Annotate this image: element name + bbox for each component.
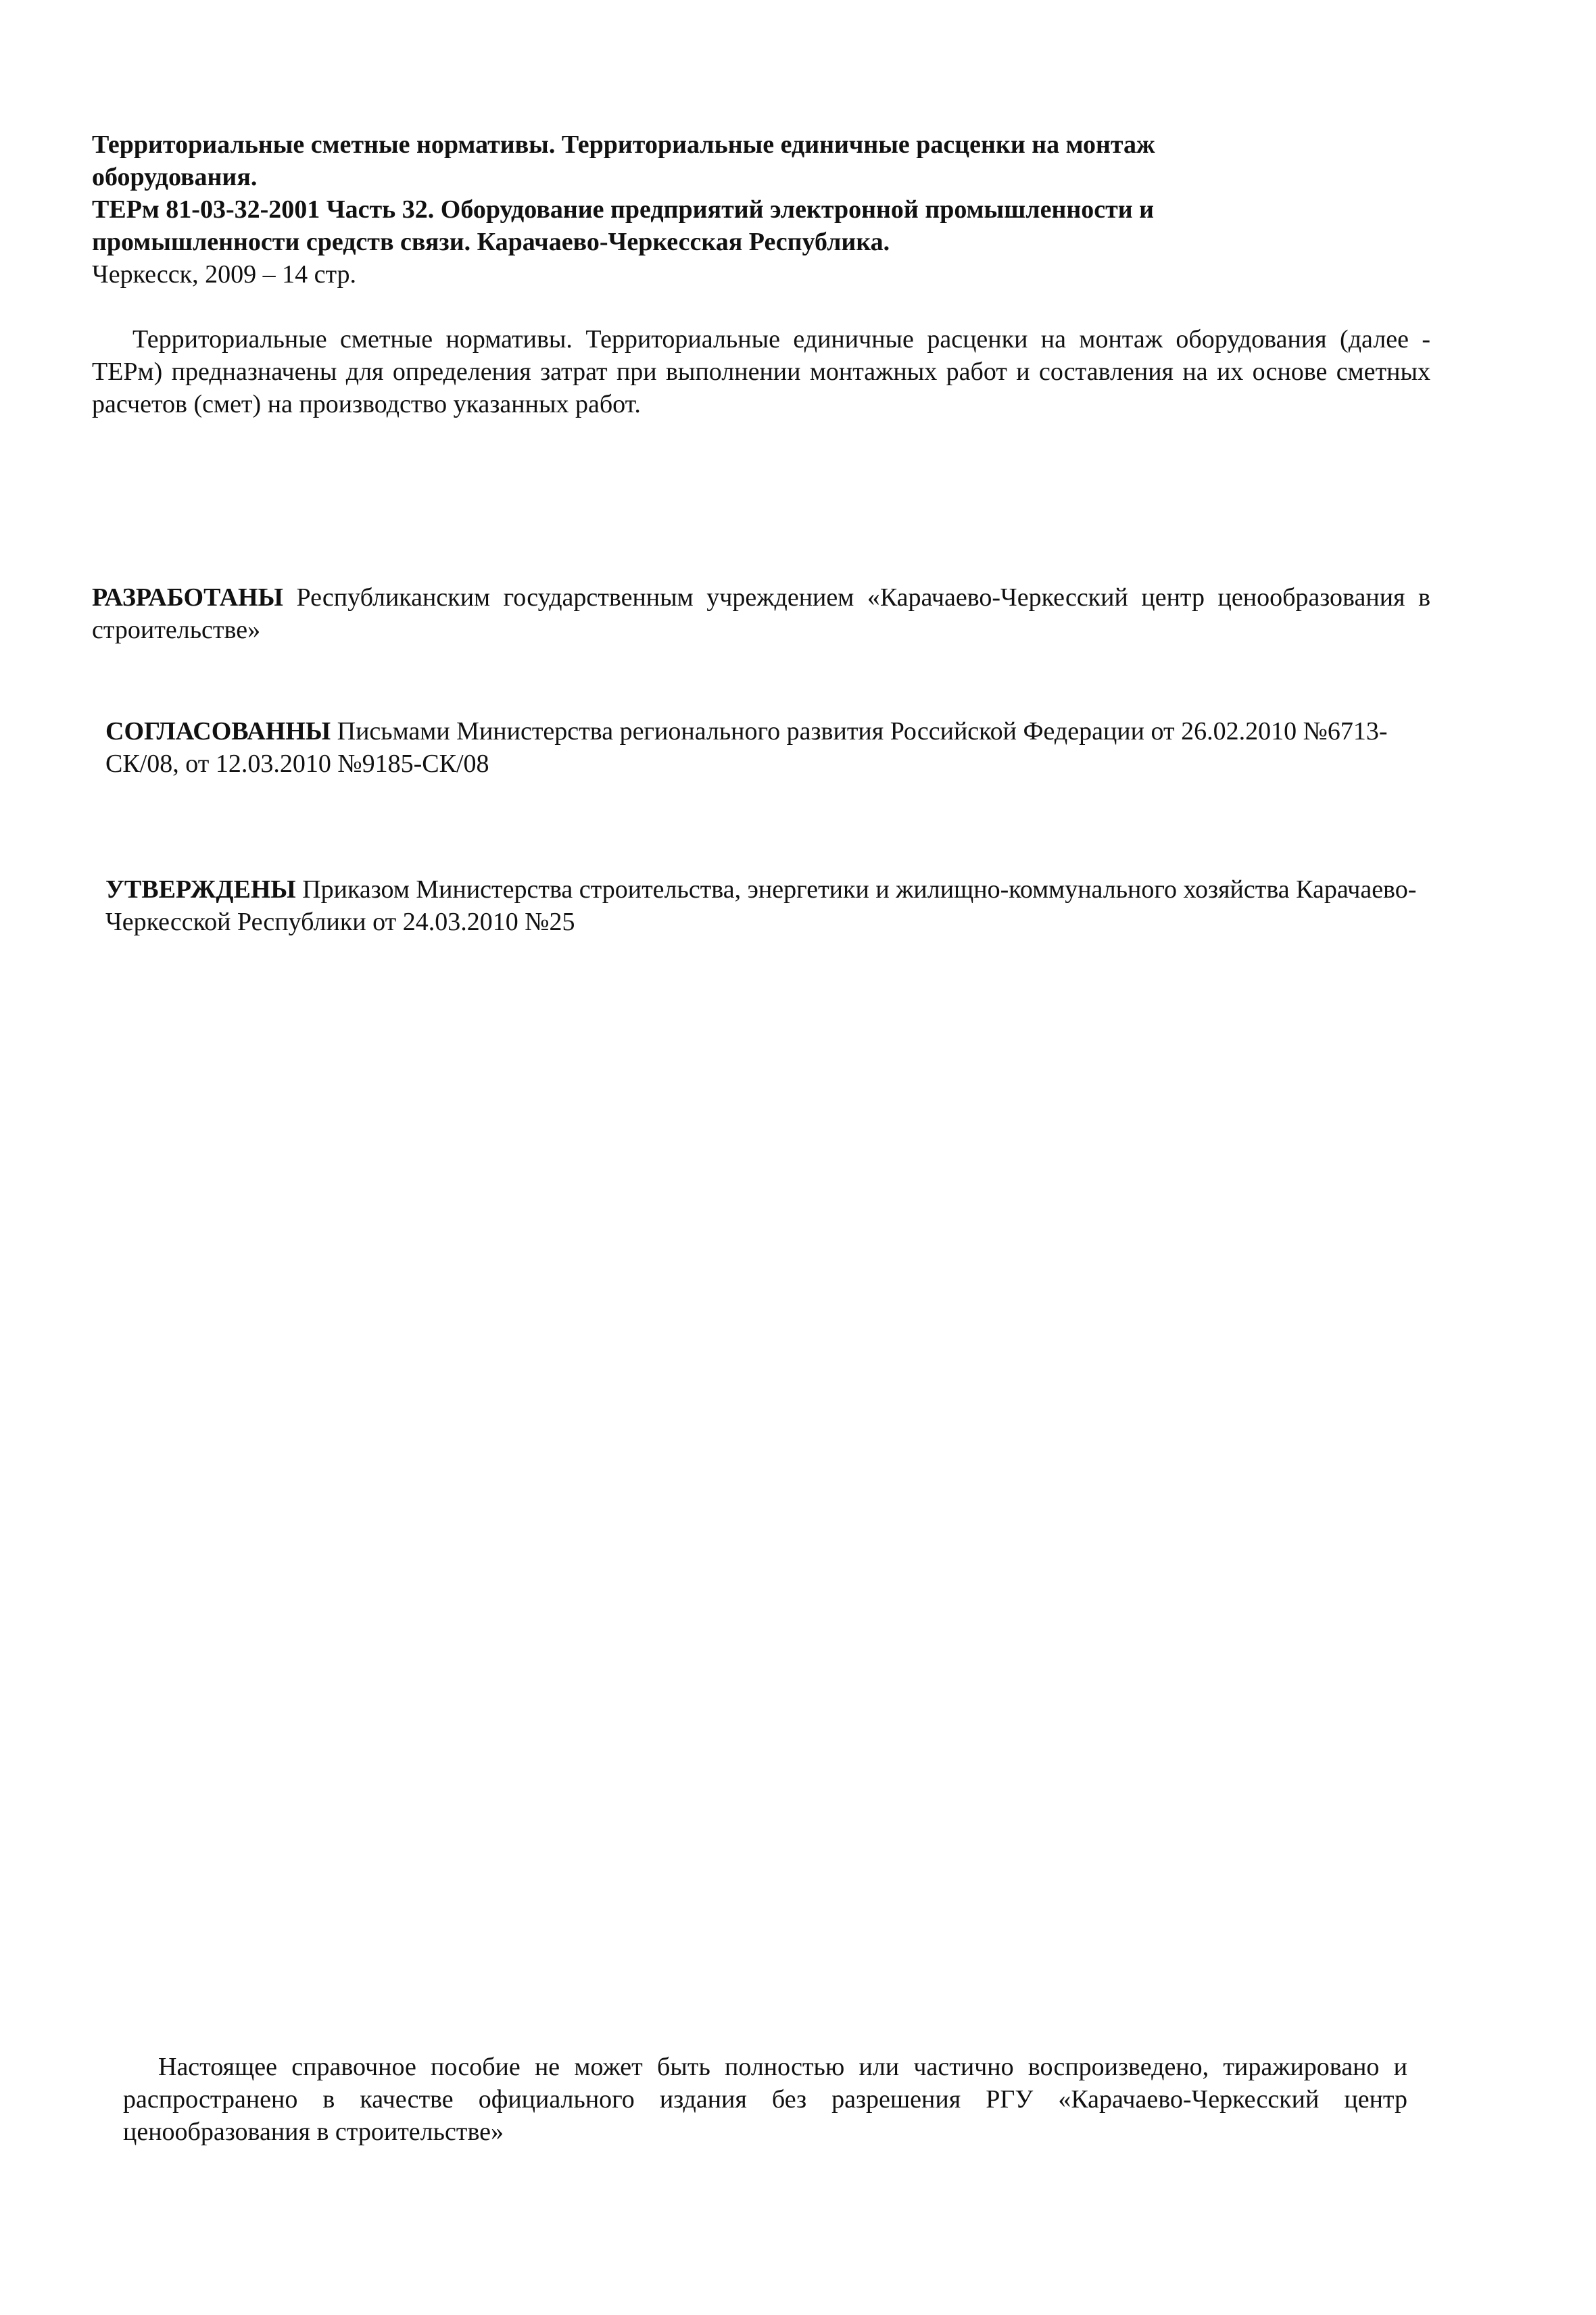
agreed-paragraph xyxy=(105,715,1430,780)
approved-text: Приказом Министерства строительства, энергетики и жилищно-коммунального хозяйства Карачаево-Черкесской Республики от 24.03.2010 №25 xyxy=(105,875,1417,936)
document-title: Территориальные сметные нормативы. Территориальные единичные расценки на монтаж оборудования. xyxy=(92,130,1155,191)
document-subtitle: ТЕРм 81-03-32-2001 Часть 32. Оборудование предприятий электронной промышленности и промышленности средств связи. Карачаево-Черкесская Республика. xyxy=(92,195,1155,256)
developed-text: Республиканским государственным учреждением «Карачаево-Черкесский центр ценообразования в строительстве» xyxy=(92,583,1431,644)
publication-info: Черкесск, 2009 – 14 стр. xyxy=(92,260,357,289)
document-title-block xyxy=(92,128,1309,291)
approved-paragraph xyxy=(105,873,1430,938)
agreed-label: СОГЛАСОВАННЫ xyxy=(105,717,331,746)
copyright-notice: Настоящее справочное пособие не может быть полностью или частично воспроизведено, тиражировано и распространено в качестве официального издания без разрешения РГУ «Карачаево-Черкесский центр ценообразования в строительстве» xyxy=(123,2053,1407,2146)
developed-by-paragraph xyxy=(92,581,1430,646)
developed-label: РАЗРАБОТАНЫ xyxy=(92,583,283,612)
intro-paragraph: Территориальные сметные нормативы. Территориальные единичные расценки на монтаж оборудования (далее - ТЕРм) предназначены для определения затрат при выполнении монтажных работ и составления на их основе сметных расчетов (смет) на производство указанных работ. xyxy=(92,325,1430,418)
approved-label: УТВЕРЖДЕНЫ xyxy=(105,875,296,904)
agreed-text: Письмами Министерства регионального развития Российской Федерации от 26.02.2010 №6713-СК/08, от 12.03.2010 №9185-СК/08 xyxy=(105,717,1388,778)
